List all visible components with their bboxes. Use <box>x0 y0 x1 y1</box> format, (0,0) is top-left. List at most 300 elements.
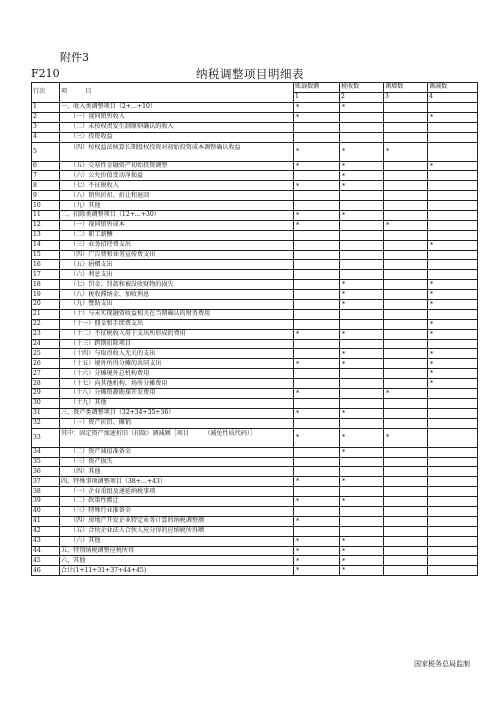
row-item-label: （十八）分摊资源勘探开发费用 <box>60 389 294 399</box>
row-item-label: （十三）跨期扣除项目 <box>60 339 294 349</box>
cell-book <box>294 240 340 250</box>
row-number: 28 <box>32 379 60 389</box>
cell-tax: * <box>340 280 384 290</box>
cell-increase <box>384 546 428 556</box>
table-row <box>32 497 478 507</box>
row-item-label: （四）房地产开发企业特定业务计算的纳税调整额 <box>60 516 294 526</box>
cell-increase <box>384 161 428 171</box>
cell-tax <box>340 122 384 132</box>
row-number: 40 <box>32 506 60 516</box>
cell-book <box>294 250 340 260</box>
cell-book <box>294 447 340 457</box>
row-number: 2 <box>32 112 60 122</box>
row-item-label: （二）职工薪酬 <box>60 230 294 240</box>
table-row <box>32 230 478 240</box>
row-number: 23 <box>32 329 60 339</box>
cell-tax: * <box>340 536 384 546</box>
cell-tax <box>340 132 384 142</box>
row-item-label: 一、收入类调整项目（2+…+10） <box>60 103 294 113</box>
cell-book: * <box>294 161 340 171</box>
row-item-label: （六）利息支出 <box>60 270 294 280</box>
row-number: 37 <box>32 477 60 487</box>
row-item-label: （十七）向其他机构、场所分摊费用 <box>60 379 294 389</box>
cell-book <box>294 280 340 290</box>
cell-book <box>294 418 340 428</box>
cell-increase <box>384 369 428 379</box>
cell-decrease <box>428 339 478 349</box>
cell-decrease: * <box>428 290 478 300</box>
cell-decrease <box>428 487 478 497</box>
table-row <box>32 457 478 467</box>
table-row <box>32 447 478 457</box>
cell-tax <box>340 319 384 329</box>
cell-increase <box>384 122 428 132</box>
cell-increase <box>384 398 428 408</box>
row-item-label: （七）不征税收入 <box>60 181 294 191</box>
cell-decrease <box>428 516 478 526</box>
row-number: 17 <box>32 270 60 280</box>
cell-tax <box>340 369 384 379</box>
cell-book <box>294 201 340 211</box>
cell-decrease: * <box>428 280 478 290</box>
cell-book <box>294 339 340 349</box>
cell-tax <box>340 389 384 399</box>
table-row <box>32 398 478 408</box>
row-number: 12 <box>32 220 60 230</box>
row-number: 46 <box>32 566 60 576</box>
row-item-label: （六）其他 <box>60 536 294 546</box>
row-item-label: （五）交易性金融资产初始投资调整 <box>60 161 294 171</box>
row-number: 19 <box>32 290 60 300</box>
cell-decrease <box>428 142 478 161</box>
table-row <box>32 329 478 339</box>
col-header-tax-amount: 税收数 <box>340 83 384 93</box>
cell-book: * <box>294 516 340 526</box>
row-item-label: （十二）不征税收入用于支出所形成的费用 <box>60 329 294 339</box>
table-row <box>32 171 478 181</box>
col-number-2: 2 <box>340 93 384 103</box>
cell-book: * <box>294 103 340 113</box>
row-number: 3 <box>32 122 60 132</box>
row-item-label: 五、特别纳税调整应税所得 <box>60 546 294 556</box>
cell-decrease <box>428 526 478 536</box>
cell-tax <box>340 379 384 389</box>
cell-tax <box>340 309 384 319</box>
table-row <box>32 418 478 428</box>
cell-increase <box>384 260 428 270</box>
cell-increase <box>384 566 428 576</box>
cell-increase <box>384 250 428 260</box>
row-number: 44 <box>32 546 60 556</box>
form-code: F210 <box>31 67 60 80</box>
col-header-increase: 调增数 <box>384 83 428 93</box>
cell-increase <box>384 270 428 280</box>
row-number: 14 <box>32 240 60 250</box>
cell-tax: * <box>340 447 384 457</box>
table-row <box>32 191 478 201</box>
row-number: 20 <box>32 300 60 310</box>
row-item-label: （三）投资收益 <box>60 132 294 142</box>
cell-increase: * <box>384 389 428 399</box>
row-item-label: （一）视同销售收入 <box>60 112 294 122</box>
row-item-label: （十四）与取得收入无关的支出 <box>60 349 294 359</box>
cell-tax: * <box>340 161 384 171</box>
row-number: 41 <box>32 516 60 526</box>
cell-book <box>294 191 340 201</box>
row-item-label: （十九）其他 <box>60 398 294 408</box>
cell-tax: * <box>340 329 384 339</box>
cell-decrease <box>428 220 478 230</box>
cell-decrease <box>428 181 478 191</box>
row-number: 30 <box>32 398 60 408</box>
cell-increase <box>384 171 428 181</box>
cell-tax <box>340 506 384 516</box>
table-row <box>32 556 478 566</box>
row-number: 9 <box>32 191 60 201</box>
cell-decrease <box>428 546 478 556</box>
table-row <box>32 477 478 487</box>
cell-decrease <box>428 497 478 507</box>
col-header-decrease: 调减数 <box>428 83 478 93</box>
row-number: 25 <box>32 349 60 359</box>
cell-tax: * <box>340 477 384 487</box>
table-row <box>32 428 478 447</box>
cell-increase <box>384 201 428 211</box>
cell-decrease <box>428 191 478 201</box>
table-row <box>32 181 478 191</box>
cell-tax <box>340 487 384 497</box>
cell-increase <box>384 487 428 497</box>
cell-increase <box>384 280 428 290</box>
cell-increase <box>384 349 428 359</box>
row-number: 5 <box>32 142 60 161</box>
row-number: 7 <box>32 171 60 181</box>
cell-book <box>294 506 340 516</box>
cell-increase <box>384 211 428 221</box>
row-number: 21 <box>32 309 60 319</box>
cell-book: * <box>294 477 340 487</box>
cell-increase <box>384 240 428 250</box>
table-row <box>32 319 478 329</box>
row-item-label: （九）其他 <box>60 201 294 211</box>
cell-increase <box>384 379 428 389</box>
table-row <box>32 240 478 250</box>
row-item-label: （十六）分摊境外总机构费用 <box>60 369 294 379</box>
cell-tax: * <box>340 408 384 418</box>
table-row <box>32 309 478 319</box>
row-number: 31 <box>32 408 60 418</box>
table-row <box>32 220 478 230</box>
cell-decrease <box>428 389 478 399</box>
cell-increase <box>384 300 428 310</box>
cell-increase <box>384 447 428 457</box>
cell-book <box>294 398 340 408</box>
cell-book: * <box>294 428 340 447</box>
cell-decrease <box>428 418 478 428</box>
cell-decrease <box>428 447 478 457</box>
cell-tax: * <box>340 290 384 300</box>
table-row <box>32 369 478 379</box>
cell-tax <box>340 516 384 526</box>
table-row <box>32 201 478 211</box>
row-item-label: （四）按权益法核算长期股权投资对初始投资成本调整确认收益 <box>60 142 294 161</box>
row-number: 4 <box>32 132 60 142</box>
cell-book: * <box>294 220 340 230</box>
table-row <box>32 300 478 310</box>
cell-book <box>294 300 340 310</box>
cell-increase <box>384 290 428 300</box>
cell-decrease <box>428 211 478 221</box>
cell-increase <box>384 526 428 536</box>
cell-increase <box>384 506 428 516</box>
table-row <box>32 103 478 113</box>
cell-decrease <box>428 408 478 418</box>
row-number: 22 <box>32 319 60 329</box>
cell-decrease <box>428 122 478 132</box>
cell-book <box>294 467 340 477</box>
page-title: 纳税调整项目明细表 <box>196 67 304 81</box>
cell-tax: * <box>340 546 384 556</box>
cell-book: * <box>294 211 340 221</box>
row-item-label: （五）合伙企业法人合伙人应分得的应纳税所得额 <box>60 526 294 536</box>
row-number: 27 <box>32 369 60 379</box>
cell-decrease: * <box>428 112 478 122</box>
row-item-label: （四）其他 <box>60 467 294 477</box>
cell-decrease: * <box>428 379 478 389</box>
table-row <box>32 349 478 359</box>
cell-decrease <box>428 103 478 113</box>
table-row <box>32 122 478 132</box>
row-number: 38 <box>32 487 60 497</box>
cell-tax: * <box>340 181 384 191</box>
row-number: 45 <box>32 556 60 566</box>
cell-book: * <box>294 566 340 576</box>
row-number: 11 <box>32 211 60 221</box>
table-row <box>32 487 478 497</box>
table-row <box>32 339 478 349</box>
footer-authority: 国家税务总局监制 <box>414 660 470 668</box>
cell-decrease <box>428 270 478 280</box>
row-item-label: （一）企业重组及递延纳税事项 <box>60 487 294 497</box>
row-number: 36 <box>32 467 60 477</box>
cell-book <box>294 487 340 497</box>
col-number-1: 1 <box>294 93 340 103</box>
table-row <box>32 290 478 300</box>
cell-book <box>294 270 340 280</box>
cell-increase: * <box>384 428 428 447</box>
cell-tax <box>340 201 384 211</box>
cell-tax <box>340 526 384 536</box>
row-number: 18 <box>32 280 60 290</box>
row-item-label: （二）政策性搬迁 <box>60 497 294 507</box>
row-item-label: （九）赞助支出 <box>60 300 294 310</box>
row-item-label: （十一）佣金和手续费支出 <box>60 319 294 329</box>
cell-increase <box>384 112 428 122</box>
cell-tax <box>340 240 384 250</box>
cell-tax <box>340 467 384 477</box>
col-header-item: 项 目 <box>60 83 294 103</box>
table-row <box>32 260 478 270</box>
cell-book: * <box>294 546 340 556</box>
cell-increase <box>384 309 428 319</box>
cell-book <box>294 132 340 142</box>
table-row <box>32 379 478 389</box>
cell-book: * <box>294 112 340 122</box>
cell-tax <box>340 339 384 349</box>
cell-decrease: * <box>428 240 478 250</box>
row-number: 15 <box>32 250 60 260</box>
cell-decrease <box>428 250 478 260</box>
cell-decrease <box>428 457 478 467</box>
cell-tax: * <box>340 497 384 507</box>
row-item-label: （三）特殊行业准备金 <box>60 506 294 516</box>
cell-book: * <box>294 181 340 191</box>
row-item-label: （十）与未实现融资收益相关在当期确认的财务费用 <box>60 309 294 319</box>
cell-tax: * <box>340 428 384 447</box>
cell-book <box>294 457 340 467</box>
row-number: 26 <box>32 359 60 369</box>
row-number: 35 <box>32 457 60 467</box>
cell-tax <box>340 418 384 428</box>
cell-increase <box>384 418 428 428</box>
cell-decrease <box>428 428 478 447</box>
cell-tax: * <box>340 103 384 113</box>
row-item-label: 二、扣除类调整项目（12+…+30） <box>60 211 294 221</box>
table-row <box>32 161 478 171</box>
cell-increase <box>384 191 428 201</box>
tax-adjustment-table <box>31 82 478 576</box>
cell-tax: * <box>340 556 384 566</box>
cell-increase: * <box>384 220 428 230</box>
cell-decrease <box>428 309 478 319</box>
table-row <box>32 526 478 536</box>
row-item-label: 其中：固定资产加速折旧（扣除）调减额［项目 （减免性质代码）］ <box>60 428 294 447</box>
cell-decrease <box>428 171 478 181</box>
row-number: 33 <box>32 428 60 447</box>
cell-increase: * <box>384 142 428 161</box>
table-row <box>32 112 478 122</box>
cell-decrease <box>428 201 478 211</box>
cell-book: * <box>294 329 340 339</box>
cell-book: * <box>294 556 340 566</box>
row-item-label: （二）未按权责发生制原则确认的收入 <box>60 122 294 132</box>
cell-decrease: * <box>428 359 478 369</box>
attachment-label: 附件3 <box>60 51 89 64</box>
cell-book <box>294 379 340 389</box>
cell-decrease: * <box>428 161 478 171</box>
cell-decrease <box>428 506 478 516</box>
row-number: 42 <box>32 526 60 536</box>
cell-decrease: * <box>428 349 478 359</box>
col-number-3: 3 <box>384 93 428 103</box>
cell-book <box>294 260 340 270</box>
table-row <box>32 250 478 260</box>
row-item-label: （六）公允价值变动净损益 <box>60 171 294 181</box>
cell-tax: * <box>340 349 384 359</box>
table-row <box>32 211 478 221</box>
row-item-label: （一）视同销售成本 <box>60 220 294 230</box>
table-row <box>32 536 478 546</box>
cell-decrease <box>428 477 478 487</box>
cell-book: * <box>294 142 340 161</box>
cell-book: * <box>294 536 340 546</box>
cell-increase <box>384 516 428 526</box>
table-row <box>32 359 478 369</box>
table-row <box>32 506 478 516</box>
row-number: 1 <box>32 103 60 113</box>
cell-decrease <box>428 467 478 477</box>
cell-decrease: * <box>428 319 478 329</box>
col-number-4: 4 <box>428 93 478 103</box>
cell-decrease: * <box>428 300 478 310</box>
cell-increase <box>384 457 428 467</box>
cell-book <box>294 309 340 319</box>
cell-tax <box>340 270 384 280</box>
cell-tax: * <box>340 211 384 221</box>
cell-book: * <box>294 359 340 369</box>
cell-decrease <box>428 398 478 408</box>
cell-decrease: * <box>428 369 478 379</box>
cell-tax: * <box>340 300 384 310</box>
cell-tax: * <box>340 359 384 369</box>
row-item-label: 合计(1+11+31+37+44+45) <box>60 566 294 576</box>
table-row <box>32 408 478 418</box>
table-row <box>32 566 478 576</box>
cell-increase <box>384 556 428 566</box>
cell-book: * <box>294 497 340 507</box>
cell-book <box>294 349 340 359</box>
cell-book <box>294 171 340 181</box>
row-item-label: （三）业务招待费支出 <box>60 240 294 250</box>
cell-book <box>294 230 340 240</box>
table-row <box>32 132 478 142</box>
cell-increase <box>384 408 428 418</box>
cell-increase <box>384 497 428 507</box>
cell-decrease <box>428 536 478 546</box>
table-row <box>32 142 478 161</box>
cell-increase <box>384 477 428 487</box>
cell-decrease <box>428 260 478 270</box>
table-row <box>32 389 478 399</box>
row-number: 34 <box>32 447 60 457</box>
cell-increase <box>384 467 428 477</box>
row-item-label: （二）资产减值准备金 <box>60 447 294 457</box>
cell-tax: * <box>340 171 384 181</box>
row-item-label: （五）捐赠支出 <box>60 260 294 270</box>
cell-book: * <box>294 408 340 418</box>
row-number: 6 <box>32 161 60 171</box>
table-row <box>32 270 478 280</box>
row-item-label: （八）税收滞纳金、加收利息 <box>60 290 294 300</box>
cell-tax <box>340 260 384 270</box>
cell-increase <box>384 536 428 546</box>
cell-increase <box>384 103 428 113</box>
row-item-label: （八）销售折扣、折让和退回 <box>60 191 294 201</box>
cell-decrease <box>428 132 478 142</box>
row-number: 13 <box>32 230 60 240</box>
cell-increase <box>384 359 428 369</box>
table-row <box>32 516 478 526</box>
row-number: 39 <box>32 497 60 507</box>
cell-book <box>294 369 340 379</box>
cell-book <box>294 122 340 132</box>
row-number: 8 <box>32 181 60 191</box>
cell-increase <box>384 132 428 142</box>
cell-increase <box>384 230 428 240</box>
row-number: 43 <box>32 536 60 546</box>
row-item-label: （一）资产折旧、摊销 <box>60 418 294 428</box>
cell-tax <box>340 250 384 260</box>
